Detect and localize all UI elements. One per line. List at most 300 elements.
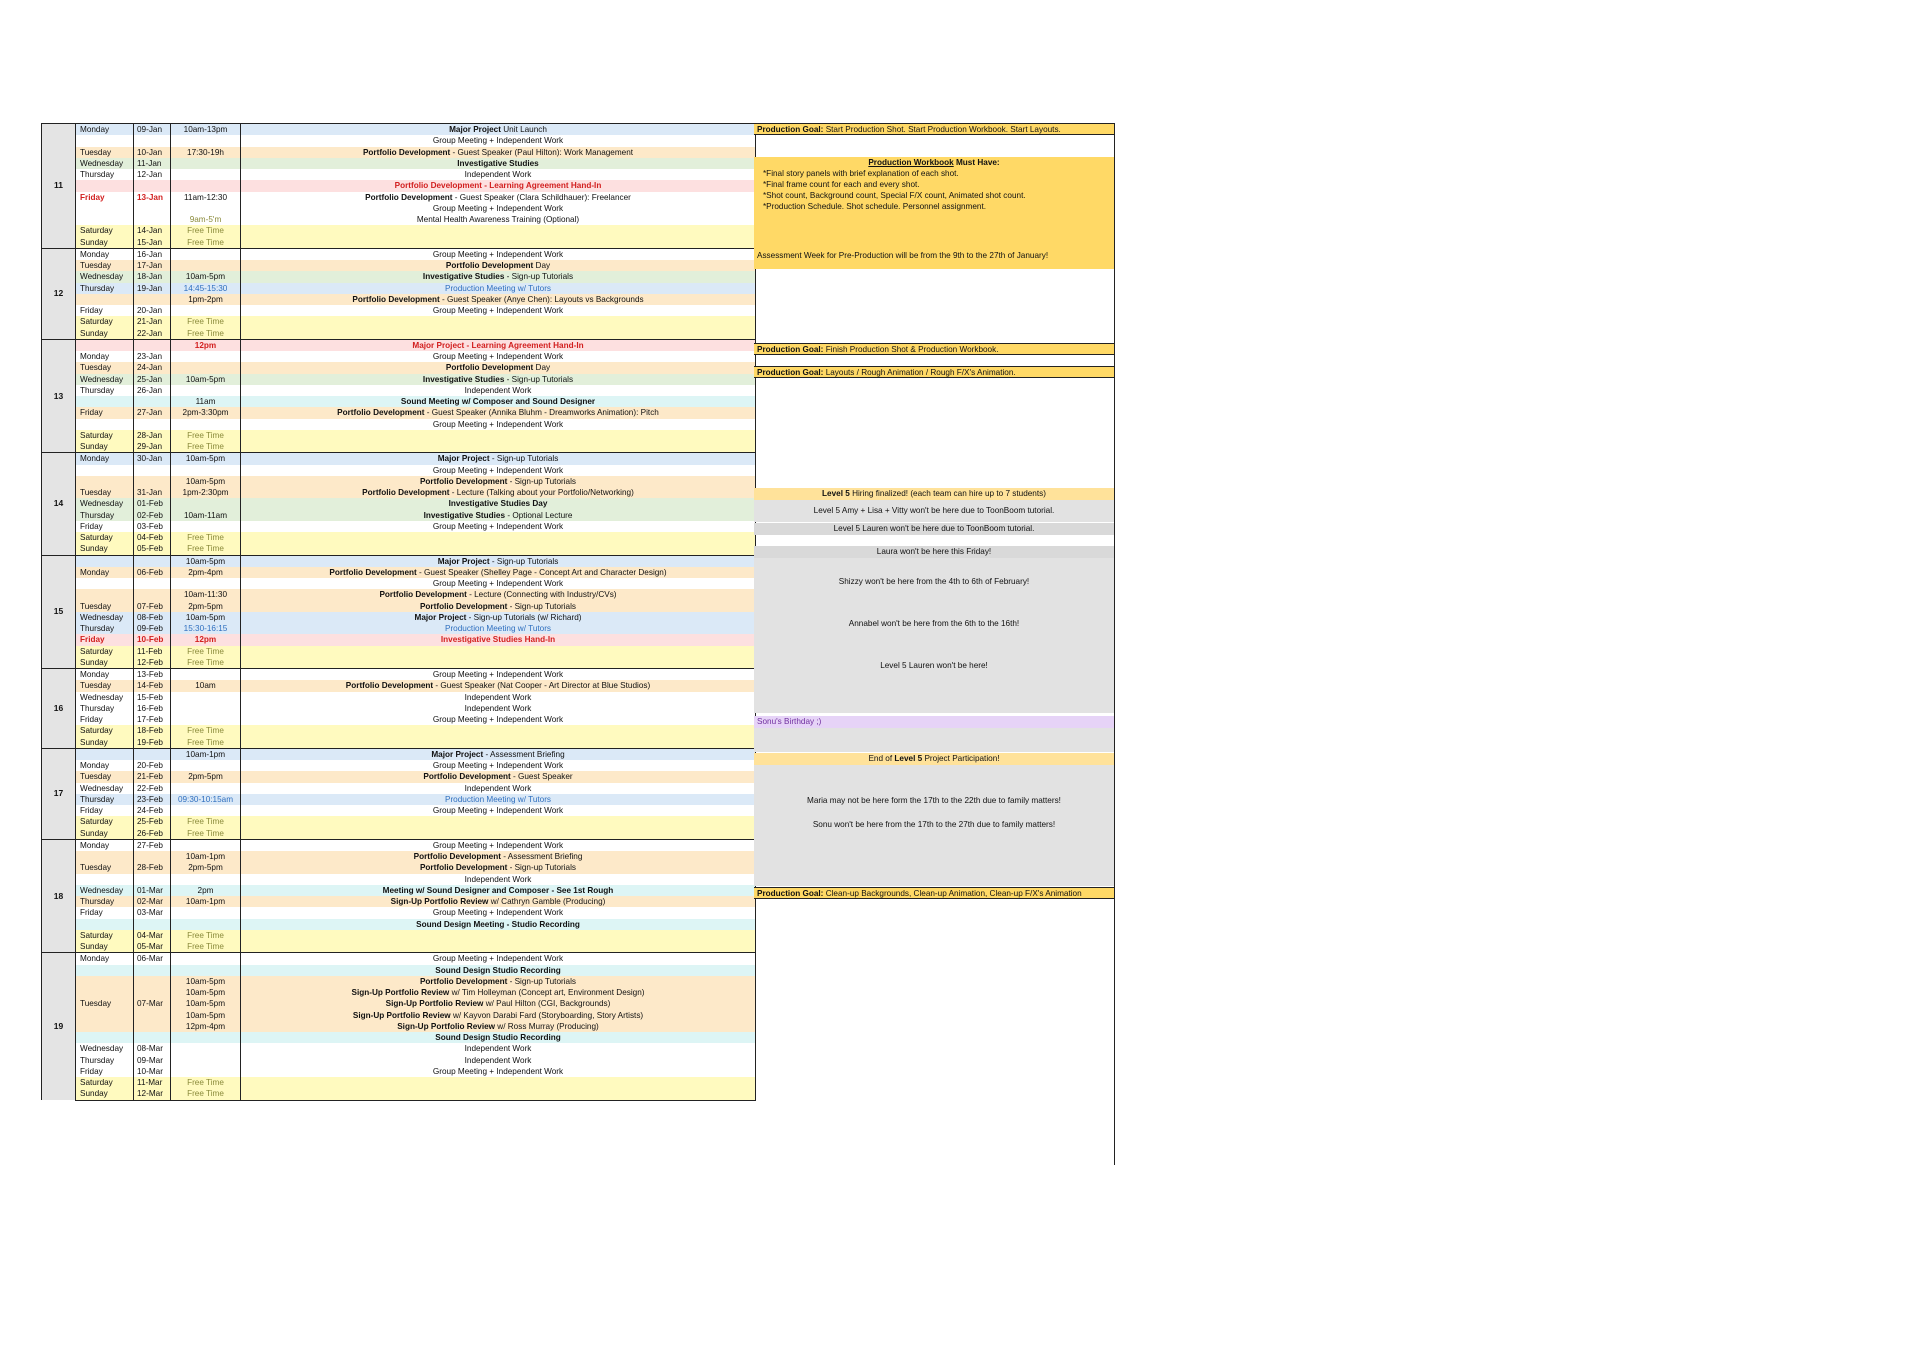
event-detail: - Sign-up Tutorials: [504, 374, 574, 384]
time-cell: 10am-5pm: [171, 1010, 241, 1021]
event-detail: Group Meeting + Independent Work: [432, 579, 564, 589]
schedule-row: [42, 1010, 756, 1021]
schedule-row: [42, 851, 756, 862]
event-cell: [241, 601, 756, 612]
date-cell: 09-Feb: [134, 623, 171, 634]
event-cell: [241, 589, 756, 600]
day-cell: Friday: [76, 634, 134, 645]
schedule-row: [42, 271, 756, 282]
schedule-table: [41, 123, 756, 1101]
schedule-row: [42, 555, 756, 567]
date-cell: 20-Jan: [134, 305, 171, 316]
event-module: Sound Meeting w/ Composer and Sound Designer: [400, 397, 596, 407]
date-cell: 01-Mar: [134, 885, 171, 896]
schedule-row: [42, 794, 756, 805]
time-cell: [171, 703, 241, 714]
day-cell: Friday: [76, 805, 134, 816]
time-cell: 9am-5'm: [171, 214, 241, 225]
date-cell: 06-Feb: [134, 567, 171, 578]
event-module: Major Project: [449, 125, 501, 135]
date-cell: 06-Mar: [134, 953, 171, 965]
date-cell: 12-Jan: [134, 169, 171, 180]
week-number: 17: [42, 748, 76, 839]
day-cell: Monday: [76, 124, 134, 136]
schedule-row: [42, 612, 756, 623]
day-cell: Saturday: [76, 430, 134, 441]
date-cell: 16-Feb: [134, 703, 171, 714]
date-cell: 30-Jan: [134, 453, 171, 465]
time-cell: [171, 692, 241, 703]
event-detail: - Sign-up Tutorials: [507, 601, 577, 611]
event-detail: - Sign-up Tutorials (w/ Richard): [466, 612, 582, 622]
time-cell: [171, 839, 241, 851]
date-cell: 16-Jan: [134, 248, 171, 260]
time-cell: 11am: [171, 396, 241, 407]
date-cell: [134, 748, 171, 760]
event-detail: - Guest Speaker (Clara Schildhauer): Freelancer: [452, 192, 631, 202]
schedule-row: [42, 510, 756, 521]
schedule-row: [42, 1077, 756, 1088]
time-cell: Free Time: [171, 816, 241, 827]
assessment-note: Assessment Week for Pre-Production will be from the 9th to the 27th of January!: [757, 251, 1049, 260]
event-module: Investigative Studies: [422, 374, 505, 384]
time-cell: 2pm-3:30pm: [171, 407, 241, 418]
schedule-row: [42, 907, 756, 918]
day-cell: Tuesday: [76, 362, 134, 373]
schedule-row: [42, 339, 756, 351]
event-cell: [241, 214, 756, 225]
time-cell: 10am: [171, 680, 241, 691]
date-cell: [134, 203, 171, 214]
event-detail: Group Meeting + Independent Work: [432, 806, 564, 816]
schedule-row: [42, 601, 756, 612]
event-cell: [241, 260, 756, 271]
time-cell: Free Time: [171, 941, 241, 953]
date-cell: 12-Mar: [134, 1088, 171, 1100]
event-module: Sign-Up Portfolio Review: [397, 1021, 496, 1031]
time-cell: [171, 714, 241, 725]
date-cell: 23-Jan: [134, 351, 171, 362]
schedule-row: [42, 874, 756, 885]
end-level5-note: End of Level 5 Project Participation!: [754, 753, 1114, 765]
time-cell: [171, 1066, 241, 1077]
schedule-row: [42, 623, 756, 634]
date-cell: 27-Feb: [134, 839, 171, 851]
time-cell: [171, 385, 241, 396]
date-cell: 03-Mar: [134, 907, 171, 918]
date-cell: 28-Jan: [134, 430, 171, 441]
absence-note: Level 5 Lauren won't be here due to ToonBoom tutorial.: [754, 523, 1114, 535]
time-cell: 10am-5pm: [171, 271, 241, 282]
event-cell: [241, 1088, 756, 1100]
day-cell: Monday: [76, 839, 134, 851]
day-cell: Saturday: [76, 646, 134, 657]
event-detail: Group Meeting + Independent Work: [432, 521, 564, 531]
schedule-row: [42, 316, 756, 327]
date-cell: 04-Feb: [134, 532, 171, 543]
event-module: Portfolio Development: [445, 363, 534, 373]
event-cell: [241, 555, 756, 567]
absence-note: Level 5 Amy + Lisa + Vitty won't be here due to ToonBoom tutorial.: [754, 500, 1114, 522]
day-cell: [76, 180, 134, 191]
event-detail: Day: [533, 261, 551, 271]
schedule-row: [42, 430, 756, 441]
week-number: 13: [42, 339, 76, 453]
day-cell: [76, 419, 134, 430]
date-cell: [134, 339, 171, 351]
week-number: 14: [42, 453, 76, 555]
time-cell: 10am-13pm: [171, 124, 241, 136]
event-module: Major Project: [437, 454, 490, 464]
date-cell: [134, 589, 171, 600]
schedule-row: [42, 407, 756, 418]
day-cell: [76, 965, 134, 976]
schedule-row: [42, 783, 756, 794]
date-cell: 27-Jan: [134, 407, 171, 418]
event-module: Portfolio Development: [419, 976, 508, 986]
day-cell: [76, 976, 134, 987]
time-cell: [171, 874, 241, 885]
event-cell: [241, 407, 756, 418]
date-cell: [134, 965, 171, 976]
week-number: 19: [42, 953, 76, 1100]
time-cell: 11am-12:30: [171, 192, 241, 203]
event-cell: [241, 771, 756, 782]
day-cell: [76, 851, 134, 862]
event-cell: [241, 521, 756, 532]
event-detail: Group Meeting + Independent Work: [432, 1066, 564, 1076]
event-cell: [241, 147, 756, 158]
absence-note: Level 5 Lauren won't be here!: [880, 661, 988, 670]
date-cell: [134, 555, 171, 567]
time-cell: 1pm-2pm: [171, 294, 241, 305]
event-detail: Group Meeting + Independent Work: [432, 419, 564, 429]
day-cell: Thursday: [76, 169, 134, 180]
day-cell: Tuesday: [76, 601, 134, 612]
day-cell: [76, 214, 134, 225]
event-cell: [241, 1010, 756, 1021]
event-module: Sound Design Meeting - Studio Recording: [416, 919, 580, 929]
day-cell: Wednesday: [76, 885, 134, 896]
time-cell: [171, 362, 241, 373]
day-cell: Thursday: [76, 510, 134, 521]
time-cell: 12pm-4pm: [171, 1021, 241, 1032]
time-cell: Free Time: [171, 543, 241, 555]
time-cell: [171, 158, 241, 169]
day-cell: Friday: [76, 521, 134, 532]
time-cell: 10am-5pm: [171, 476, 241, 487]
event-module: Sign-Up Portfolio Review: [351, 988, 450, 998]
day-cell: Saturday: [76, 725, 134, 736]
event-cell: [241, 1021, 756, 1032]
date-cell: 19-Feb: [134, 737, 171, 749]
schedule-row: [42, 771, 756, 782]
event-module: Portfolio Development: [423, 772, 511, 782]
event-module: Portfolio Development: [379, 590, 467, 600]
schedule-row: [42, 885, 756, 896]
schedule-row: [42, 521, 756, 532]
date-cell: [134, 214, 171, 225]
schedule-row: [42, 828, 756, 840]
schedule-row: [42, 419, 756, 430]
event-module: Investigative Studies: [423, 510, 506, 520]
event-cell: [241, 532, 756, 543]
event-detail: Day: [533, 363, 551, 373]
day-cell: Monday: [76, 669, 134, 681]
event-cell: [241, 203, 756, 214]
schedule-row: [42, 532, 756, 543]
time-cell: Free Time: [171, 441, 241, 453]
event-cell: [241, 441, 756, 453]
event-module: Major Project: [414, 612, 467, 622]
event-cell: [241, 487, 756, 498]
time-cell: Free Time: [171, 930, 241, 941]
time-cell: [171, 465, 241, 476]
day-cell: Wednesday: [76, 158, 134, 169]
event-cell: [241, 498, 756, 509]
schedule-row: [42, 124, 756, 136]
time-cell: [171, 578, 241, 589]
schedule-row: [42, 965, 756, 976]
event-detail: w/ Cathryn Gamble (Producing): [488, 897, 606, 907]
day-cell: Sunday: [76, 657, 134, 669]
date-cell: 21-Feb: [134, 771, 171, 782]
event-cell: [241, 419, 756, 430]
event-detail: Independent Work: [464, 692, 532, 702]
event-cell: [241, 294, 756, 305]
event-cell: [241, 158, 756, 169]
day-cell: Thursday: [76, 703, 134, 714]
event-cell: [241, 225, 756, 236]
event-cell: [241, 248, 756, 260]
event-detail: - Guest Speaker: [510, 772, 573, 782]
date-cell: [134, 919, 171, 930]
day-cell: Saturday: [76, 225, 134, 236]
event-detail: - Guest Speaker (Nat Cooper - Art Director at Blue Studios): [433, 681, 651, 691]
event-cell: [241, 680, 756, 691]
event-module: Portfolio Development: [362, 147, 451, 157]
schedule-row: [42, 453, 756, 465]
event-detail: Major Project - Learning Agreement Hand-In: [412, 340, 584, 350]
event-cell: [241, 283, 756, 294]
day-cell: Friday: [76, 714, 134, 725]
date-cell: 10-Jan: [134, 147, 171, 158]
date-cell: 05-Feb: [134, 543, 171, 555]
day-cell: Saturday: [76, 816, 134, 827]
event-detail: Group Meeting + Independent Work: [432, 715, 564, 725]
date-cell: 22-Jan: [134, 328, 171, 340]
time-cell: 15:30-16:15: [171, 623, 241, 634]
time-cell: Free Time: [171, 1088, 241, 1100]
day-cell: Thursday: [76, 896, 134, 907]
event-cell: [241, 1055, 756, 1066]
time-cell: 10am-5pm: [171, 987, 241, 998]
schedule-row: [42, 930, 756, 941]
day-cell: Sunday: [76, 543, 134, 555]
date-cell: 23-Feb: [134, 794, 171, 805]
event-cell: [241, 453, 756, 465]
time-cell: 2pm-5pm: [171, 601, 241, 612]
date-cell: 07-Feb: [134, 601, 171, 612]
event-detail: - Guest Speaker (Anye Chen): Layouts vs Backgrounds: [439, 294, 644, 304]
event-cell: [241, 1077, 756, 1088]
event-cell: [241, 976, 756, 987]
day-cell: Friday: [76, 305, 134, 316]
absence-note: Shizzy won't be here from the 4th to 6th of February!: [838, 577, 1030, 586]
date-cell: [134, 1010, 171, 1021]
time-cell: 2pm-5pm: [171, 771, 241, 782]
event-cell: [241, 135, 756, 146]
event-detail: - Sign-up Tutorials: [507, 476, 577, 486]
day-cell: [76, 203, 134, 214]
date-cell: 25-Jan: [134, 374, 171, 385]
event-cell: [241, 998, 756, 1009]
event-detail: w/ Tim Holleyman (Concept art, Environment Design): [449, 988, 645, 998]
event-detail: Group Meeting + Independent Work: [432, 136, 564, 146]
birthday-note: Sonu's Birthday ;): [754, 716, 1114, 728]
time-cell: [171, 965, 241, 976]
date-cell: 01-Feb: [134, 498, 171, 509]
event-cell: [241, 578, 756, 589]
day-cell: Thursday: [76, 623, 134, 634]
event-cell: [241, 703, 756, 714]
date-cell: 24-Feb: [134, 805, 171, 816]
workbook-item: *Final story panels with brief explanation of each shot.: [763, 169, 959, 178]
time-cell: Free Time: [171, 828, 241, 840]
event-cell: [241, 862, 756, 873]
event-module: Portfolio Development: [419, 476, 508, 486]
day-cell: Monday: [76, 760, 134, 771]
time-cell: 2pm: [171, 885, 241, 896]
schedule-row: [42, 487, 756, 498]
time-cell: 17:30-19h: [171, 147, 241, 158]
time-cell: [171, 1032, 241, 1043]
date-cell: 10-Mar: [134, 1066, 171, 1077]
date-cell: [134, 135, 171, 146]
day-cell: Tuesday: [76, 487, 134, 498]
day-cell: Thursday: [76, 1055, 134, 1066]
event-cell: [241, 328, 756, 340]
event-cell: [241, 430, 756, 441]
schedule-row: [42, 147, 756, 158]
date-cell: [134, 578, 171, 589]
time-cell: Free Time: [171, 657, 241, 669]
schedule-row: [42, 646, 756, 657]
time-cell: [171, 135, 241, 146]
event-cell: [241, 760, 756, 771]
event-module: Investigative Studies Day: [448, 499, 548, 509]
event-detail: Unit Launch: [500, 125, 547, 135]
event-cell: [241, 543, 756, 555]
event-cell: [241, 953, 756, 965]
schedule-row: [42, 476, 756, 487]
event-detail: w/ Kayvon Darabi Fard (Storyboarding, Story Artists): [450, 1010, 644, 1020]
event-cell: [241, 839, 756, 851]
date-cell: 09-Mar: [134, 1055, 171, 1066]
production-goal-note: Production Goal: Clean-up Backgrounds, Clean-up Animation, Clean-up F/X's Animation: [754, 887, 1114, 899]
time-cell: 1pm-2:30pm: [171, 487, 241, 498]
time-cell: 14:45-15:30: [171, 283, 241, 294]
event-cell: [241, 851, 756, 862]
day-cell: Friday: [76, 1066, 134, 1077]
absence-note: Annabel won't be here from the 6th to the 16th!: [848, 619, 1020, 628]
event-detail: Group Meeting + Independent Work: [432, 352, 564, 362]
date-cell: 28-Feb: [134, 862, 171, 873]
event-cell: [241, 794, 756, 805]
week-number: 12: [42, 248, 76, 339]
event-cell: [241, 634, 756, 645]
date-cell: 29-Jan: [134, 441, 171, 453]
date-cell: 24-Jan: [134, 362, 171, 373]
event-module: Sound Design Studio Recording: [435, 965, 561, 975]
workbook-title: Production Workbook Must Have:: [868, 158, 1000, 167]
schedule-row: [42, 703, 756, 714]
event-cell: [241, 465, 756, 476]
time-cell: [171, 169, 241, 180]
day-cell: Friday: [76, 192, 134, 203]
event-detail: - Assessment Briefing: [500, 852, 583, 862]
day-cell: Saturday: [76, 316, 134, 327]
day-cell: Tuesday: [76, 147, 134, 158]
schedule-row: [42, 465, 756, 476]
day-cell: Monday: [76, 567, 134, 578]
day-cell: Sunday: [76, 737, 134, 749]
event-detail: Production Meeting w/ Tutors: [444, 794, 552, 804]
absence-block: [754, 558, 1114, 713]
event-module: Portfolio Development: [362, 488, 450, 498]
event-cell: [241, 941, 756, 953]
event-cell: [241, 874, 756, 885]
event-cell: [241, 339, 756, 351]
schedule-row: [42, 1088, 756, 1100]
schedule-sheet: [41, 123, 1114, 1165]
schedule-row: [42, 714, 756, 725]
event-detail: Production Meeting w/ Tutors: [444, 283, 552, 293]
day-cell: [76, 874, 134, 885]
time-cell: Free Time: [171, 430, 241, 441]
event-detail: - Sign-up Tutorials: [489, 556, 559, 566]
schedule-row: [42, 374, 756, 385]
time-cell: 2pm-4pm: [171, 567, 241, 578]
event-detail: Portfolio Development - Learning Agreement Hand-In: [394, 181, 602, 191]
date-cell: 18-Jan: [134, 271, 171, 282]
event-cell: [241, 124, 756, 136]
schedule-row: [42, 396, 756, 407]
date-cell: [134, 874, 171, 885]
absence-note: Maria may not be here form the 17th to the 22th due to family matters!: [807, 796, 1061, 805]
event-module: Portfolio Development: [445, 261, 534, 271]
date-cell: 12-Feb: [134, 657, 171, 669]
day-cell: [76, 294, 134, 305]
schedule-row: [42, 214, 756, 225]
date-cell: 15-Feb: [134, 692, 171, 703]
schedule-row: [42, 283, 756, 294]
time-cell: 10am-5pm: [171, 374, 241, 385]
event-cell: [241, 725, 756, 736]
day-cell: Thursday: [76, 283, 134, 294]
schedule-row: [42, 567, 756, 578]
schedule-row: [42, 657, 756, 669]
date-cell: [134, 396, 171, 407]
workbook-item: *Final frame count for each and every shot.: [763, 180, 920, 189]
schedule-row: [42, 896, 756, 907]
schedule-row: [42, 169, 756, 180]
event-module: Portfolio Development: [345, 681, 434, 691]
event-detail: Independent Work: [464, 385, 532, 395]
time-cell: [171, 760, 241, 771]
time-cell: Free Time: [171, 532, 241, 543]
schedule-row: [42, 543, 756, 555]
